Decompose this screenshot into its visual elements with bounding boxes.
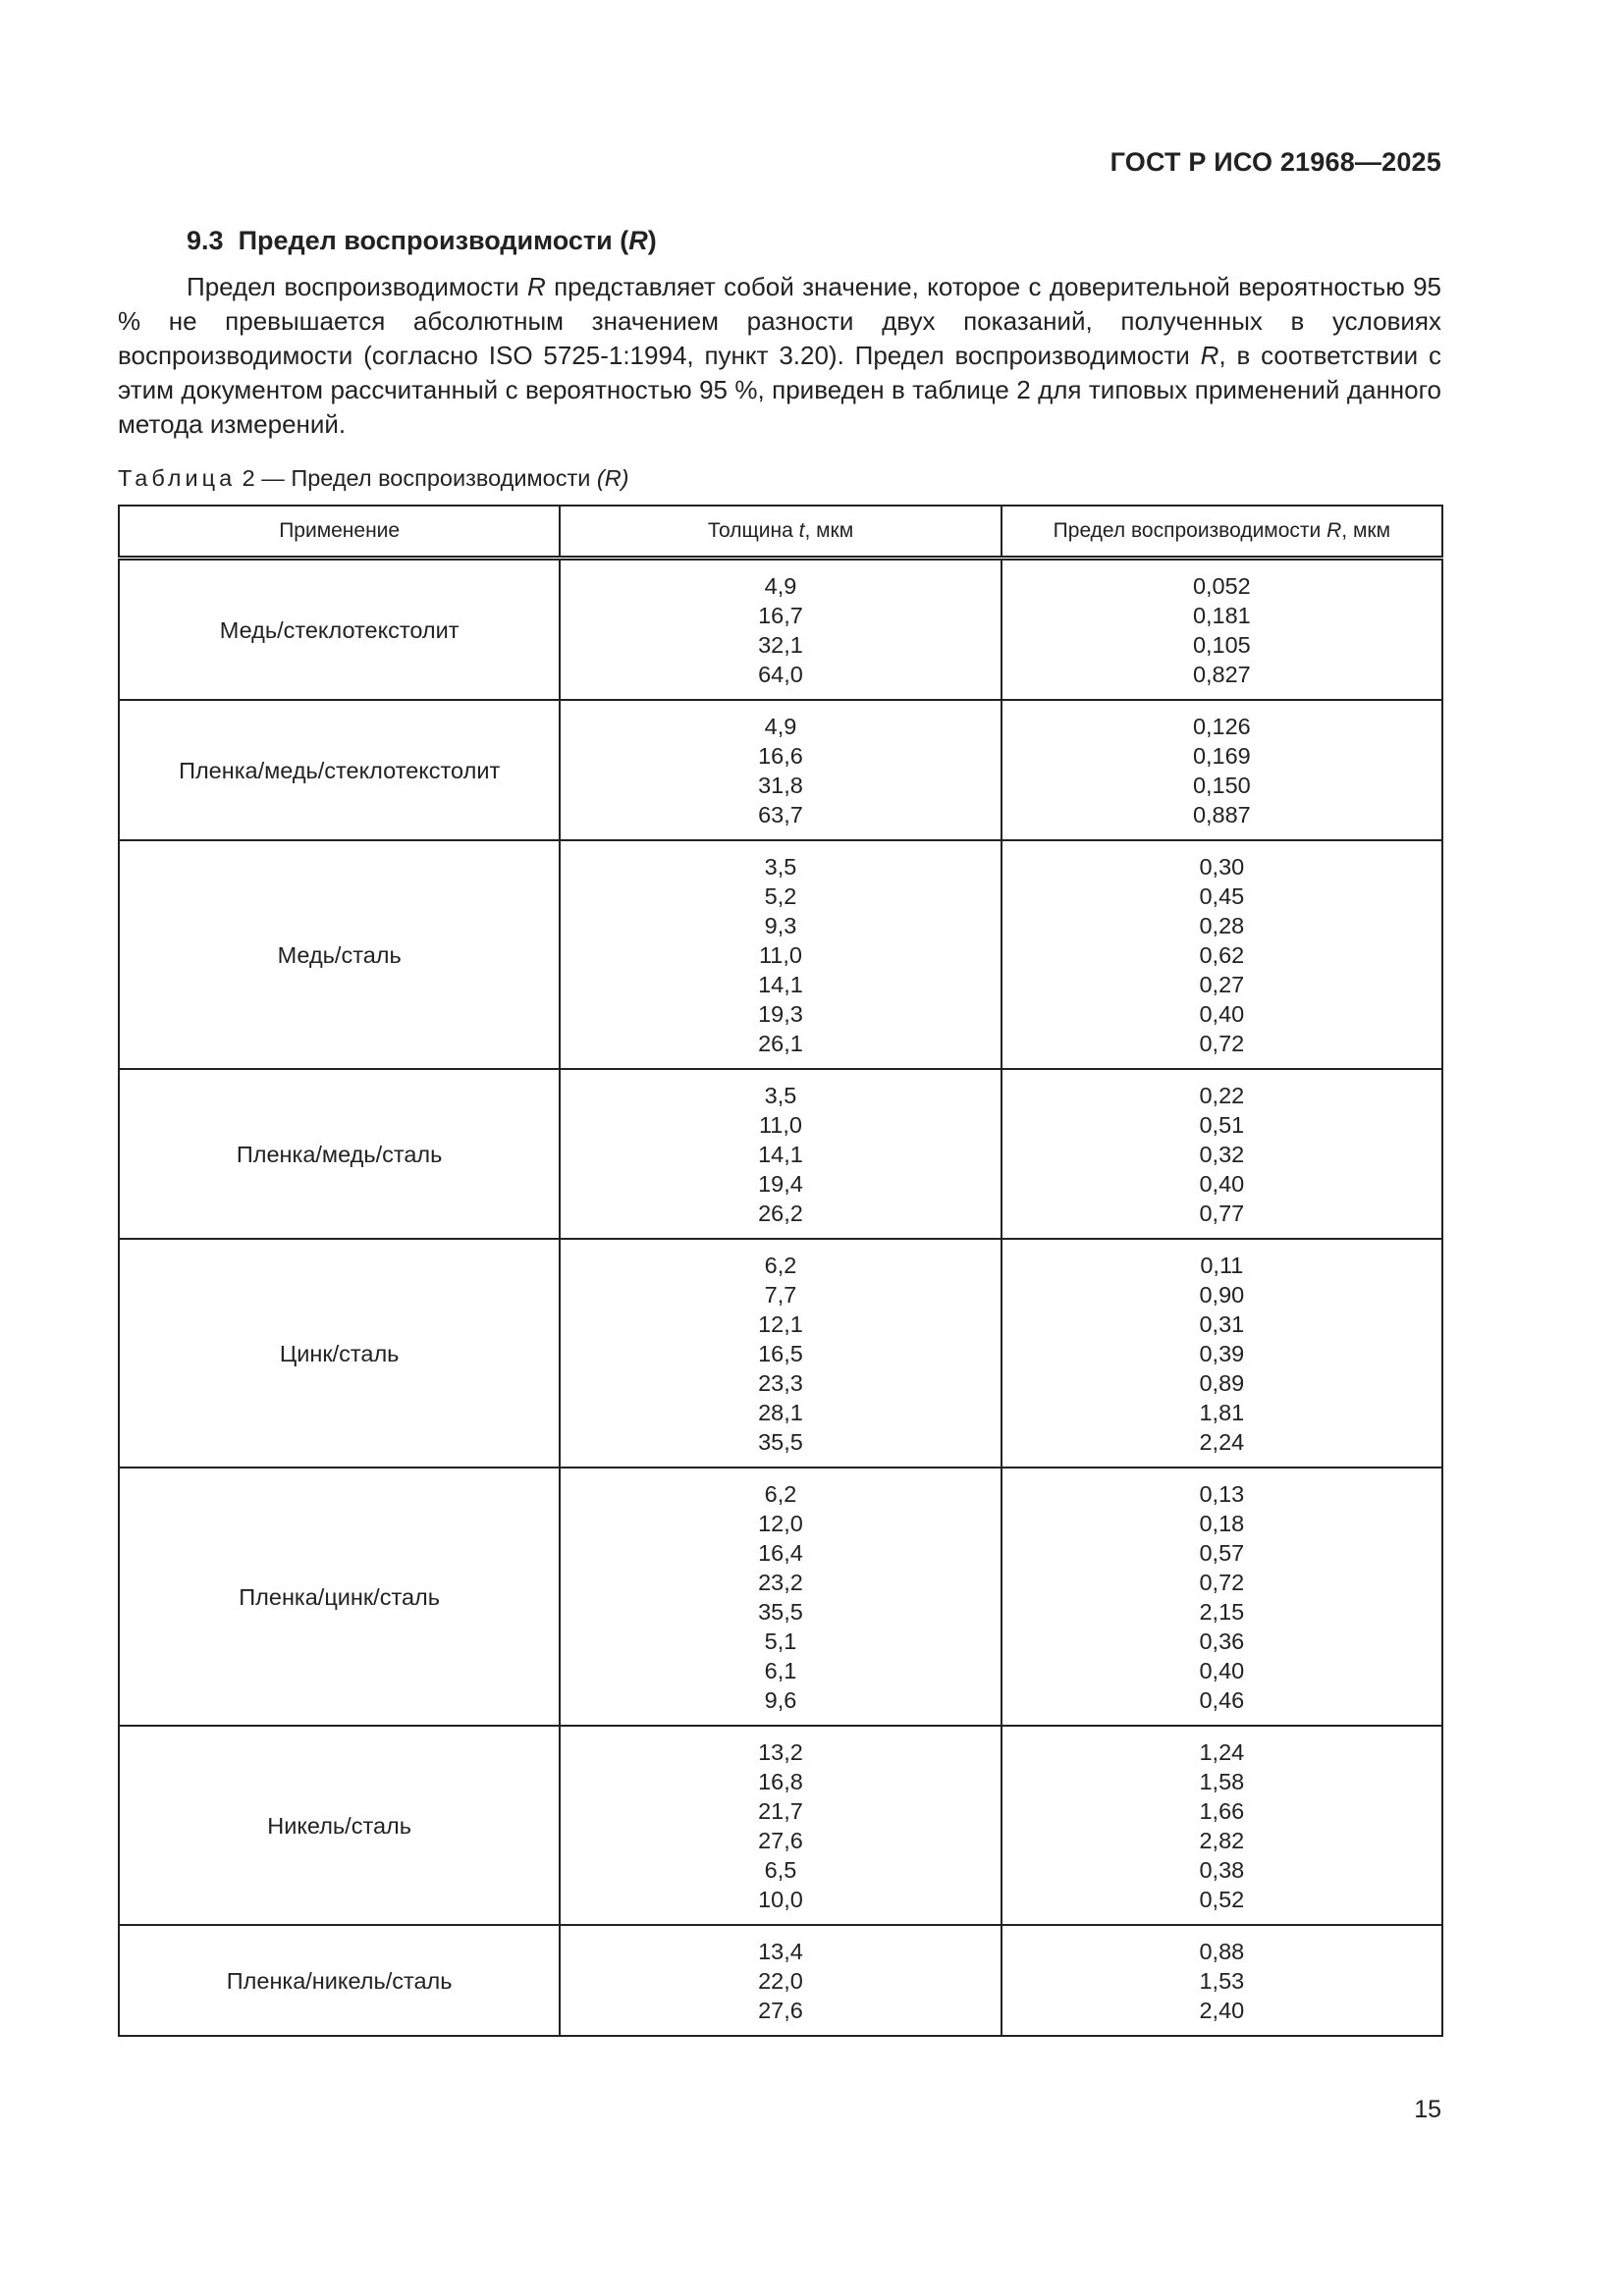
- limit-cell: [1001, 1069, 1442, 1239]
- section-title: [187, 226, 657, 256]
- limit-value: 2,82: [1199, 1828, 1245, 1853]
- thickness-value: 6,1: [764, 1658, 797, 1683]
- thickness-cell: [560, 1726, 1001, 1925]
- header-limit-prefix: Предел воспроизводимости: [1053, 519, 1327, 542]
- standard-code-header: ГОСТ Р ИСО 21968—2025: [1110, 147, 1441, 177]
- table-row: [119, 700, 1442, 840]
- section-number: 9.3: [187, 226, 224, 255]
- table-row: [119, 1239, 1442, 1468]
- limit-value: 0,57: [1199, 1540, 1245, 1566]
- application-cell: Пленка/цинк/сталь: [119, 1468, 560, 1726]
- reproducibility-table: [118, 505, 1443, 2037]
- limit-value: 1,66: [1199, 1798, 1245, 1824]
- application-cell: Никель/сталь: [119, 1726, 560, 1925]
- thickness-value: 28,1: [758, 1400, 803, 1425]
- thickness-value: 27,6: [758, 1998, 803, 2023]
- application-cell: Цинк/сталь: [119, 1239, 560, 1468]
- table-row: [119, 1726, 1442, 1925]
- table-row: [119, 840, 1442, 1069]
- limit-value: 0,77: [1199, 1201, 1245, 1226]
- limit-value: 0,40: [1199, 1658, 1245, 1683]
- limit-value: 0,169: [1192, 743, 1251, 769]
- limit-value: 1,24: [1199, 1739, 1245, 1765]
- section-title-symbol: R: [628, 226, 648, 255]
- limit-value: 1,58: [1199, 1769, 1245, 1794]
- thickness-value: 16,8: [758, 1769, 803, 1794]
- limit-value: 0,72: [1199, 1570, 1245, 1595]
- limit-value: 0,887: [1192, 802, 1251, 828]
- limit-value: 0,105: [1192, 632, 1251, 658]
- thickness-value: 23,2: [758, 1570, 803, 1595]
- limit-value: 0,40: [1199, 1001, 1245, 1027]
- limit-value: 0,62: [1199, 942, 1245, 968]
- limit-cell: [1001, 700, 1442, 840]
- thickness-value: 35,5: [758, 1599, 803, 1625]
- thickness-value: 12,0: [758, 1511, 803, 1536]
- limit-value: 0,27: [1199, 972, 1245, 997]
- application-cell: Медь/стеклотекстолит: [119, 559, 560, 701]
- application-cell: Пленка/никель/сталь: [119, 1925, 560, 2036]
- thickness-value: 14,1: [758, 972, 803, 997]
- thickness-value: 31,8: [758, 773, 803, 798]
- limit-value: 0,36: [1199, 1629, 1245, 1654]
- table-row: [119, 559, 1442, 701]
- table-caption-symbol: (R): [596, 465, 629, 491]
- thickness-value: 32,1: [758, 632, 803, 658]
- thickness-value: 23,3: [758, 1370, 803, 1396]
- application-cell: Пленка/медь/стеклотекстолит: [119, 700, 560, 840]
- body-paragraph: [118, 270, 1441, 442]
- thickness-cell: [560, 559, 1001, 701]
- thickness-cell: [560, 840, 1001, 1069]
- header-thickness-symbol: t: [798, 519, 805, 542]
- table-row: [119, 1069, 1442, 1239]
- thickness-value: 6,2: [764, 1253, 797, 1278]
- limit-cell: [1001, 1239, 1442, 1468]
- thickness-value: 12,1: [758, 1311, 803, 1337]
- thickness-value: 3,5: [764, 854, 797, 880]
- table-caption: [118, 465, 629, 492]
- section-title-prefix: Предел воспроизводимости (: [238, 226, 629, 255]
- table-caption-label: Таблица: [118, 465, 237, 491]
- header-application: [119, 506, 560, 559]
- limit-value: 1,53: [1199, 1968, 1245, 1994]
- thickness-value: 16,5: [758, 1341, 803, 1366]
- limit-value: 0,51: [1199, 1112, 1245, 1138]
- limit-cell: [1001, 1468, 1442, 1726]
- thickness-value: 64,0: [758, 662, 803, 687]
- thickness-cell: [560, 1239, 1001, 1468]
- thickness-value: 26,1: [758, 1031, 803, 1056]
- limit-value: 2,40: [1199, 1998, 1245, 2023]
- limit-value: 0,181: [1192, 603, 1251, 628]
- thickness-value: 22,0: [758, 1968, 803, 1994]
- thickness-value: 11,0: [758, 1112, 802, 1138]
- paragraph-part-2: представляет собой значение, которое с доверительной вероятностью 95 % не превышается абсолютным значением разности двух показаний, полученных в условиях воспроизводимости (согласно ISO 5725-1:1994, пункт 3.20). Предел воспроизводимости: [118, 272, 1441, 370]
- limit-value: 0,40: [1199, 1171, 1245, 1197]
- limit-value: 0,45: [1199, 883, 1245, 909]
- limit-value: 0,827: [1192, 662, 1251, 687]
- limit-value: 0,32: [1199, 1142, 1245, 1167]
- section-title-suffix: ): [647, 226, 657, 255]
- limit-value: 0,052: [1192, 573, 1251, 599]
- limit-value: 2,15: [1199, 1599, 1245, 1625]
- thickness-value: 16,4: [758, 1540, 803, 1566]
- thickness-value: 14,1: [758, 1142, 803, 1167]
- table-caption-text: 2 — Предел воспроизводимости: [236, 465, 597, 491]
- thickness-cell: [560, 1069, 1001, 1239]
- thickness-value: 16,7: [758, 603, 803, 628]
- limit-cell: [1001, 1925, 1442, 2036]
- thickness-value: 6,2: [764, 1481, 797, 1507]
- thickness-value: 4,9: [764, 714, 797, 739]
- paragraph-part-1: Предел воспроизводимости: [187, 272, 527, 301]
- limit-cell: [1001, 559, 1442, 701]
- thickness-cell: [560, 1468, 1001, 1726]
- thickness-value: 7,7: [764, 1282, 797, 1308]
- header-application-label: Применение: [279, 519, 401, 542]
- thickness-value: 13,2: [758, 1739, 803, 1765]
- page-number: 15: [1414, 2096, 1441, 2123]
- thickness-value: 13,4: [758, 1939, 803, 1964]
- paragraph-part-3: , в соответствии с этим документом рассчитанный с вероятностью 95 %, приведен в таблице 2 для типовых применений данного метода измерений.: [118, 341, 1442, 439]
- limit-value: 0,31: [1199, 1311, 1245, 1337]
- limit-value: 0,13: [1199, 1481, 1245, 1507]
- limit-value: 0,18: [1199, 1511, 1245, 1536]
- thickness-cell: [560, 700, 1001, 840]
- thickness-value: 5,2: [764, 883, 797, 909]
- table-body: [119, 559, 1442, 2037]
- limit-value: 0,52: [1199, 1887, 1245, 1912]
- limit-value: 0,28: [1199, 913, 1245, 938]
- limit-value: 1,81: [1199, 1400, 1245, 1425]
- thickness-value: 5,1: [764, 1629, 797, 1654]
- limit-cell: [1001, 1726, 1442, 1925]
- limit-value: 0,22: [1199, 1083, 1245, 1108]
- limit-value: 0,90: [1199, 1282, 1245, 1308]
- thickness-value: 9,3: [764, 913, 797, 938]
- thickness-value: 19,3: [758, 1001, 803, 1027]
- table-row: [119, 1468, 1442, 1726]
- thickness-value: 26,2: [758, 1201, 803, 1226]
- application-cell: Пленка/медь/сталь: [119, 1069, 560, 1239]
- thickness-value: 6,5: [764, 1857, 797, 1883]
- thickness-value: 16,6: [758, 743, 803, 769]
- thickness-value: 35,5: [758, 1429, 803, 1455]
- limit-value: 0,11: [1200, 1253, 1244, 1278]
- limit-value: 0,38: [1199, 1857, 1245, 1883]
- limit-cell: [1001, 840, 1442, 1069]
- limit-value: 0,89: [1199, 1370, 1245, 1396]
- thickness-cell: [560, 1925, 1001, 2036]
- thickness-value: 19,4: [758, 1171, 803, 1197]
- paragraph-symbol-1: R: [526, 272, 546, 301]
- thickness-value: 10,0: [758, 1887, 803, 1912]
- limit-value: 0,30: [1199, 854, 1245, 880]
- table-row: [119, 1925, 1442, 2036]
- limit-value: 0,88: [1199, 1939, 1245, 1964]
- header-limit: [1001, 506, 1442, 559]
- header-limit-symbol: R: [1326, 519, 1342, 542]
- thickness-value: 11,0: [758, 942, 802, 968]
- application-cell: Медь/сталь: [119, 840, 560, 1069]
- limit-value: 0,46: [1199, 1687, 1245, 1713]
- thickness-value: 27,6: [758, 1828, 803, 1853]
- limit-value: 2,24: [1199, 1429, 1245, 1455]
- header-thickness: [560, 506, 1001, 559]
- thickness-value: 9,6: [764, 1687, 797, 1713]
- thickness-value: 4,9: [764, 573, 797, 599]
- limit-value: 0,126: [1192, 714, 1251, 739]
- limit-value: 0,39: [1199, 1341, 1245, 1366]
- limit-value: 0,150: [1192, 773, 1251, 798]
- paragraph-symbol-2: R: [1200, 341, 1219, 370]
- header-limit-suffix: , мкм: [1341, 519, 1391, 542]
- thickness-value: 63,7: [758, 802, 803, 828]
- header-thickness-suffix: , мкм: [804, 519, 854, 542]
- thickness-value: 21,7: [758, 1798, 803, 1824]
- thickness-value: 3,5: [764, 1083, 797, 1108]
- limit-value: 0,72: [1199, 1031, 1245, 1056]
- header-thickness-prefix: Толщина: [707, 519, 799, 542]
- table-header-row: [119, 506, 1442, 559]
